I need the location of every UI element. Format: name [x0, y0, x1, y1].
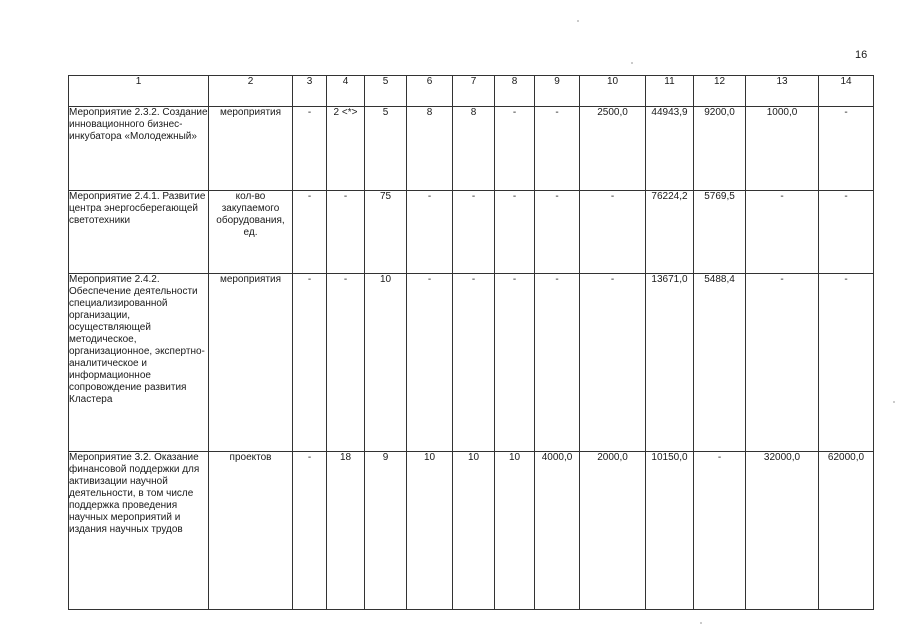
value-cell: 2500,0 [580, 107, 646, 191]
value-cell: 44943,9 [646, 107, 694, 191]
value-cell: - [327, 274, 365, 452]
unit-cell: кол-во закупаемого оборудования, ед. [209, 191, 293, 274]
header-cell: 9 [535, 76, 580, 107]
value-cell: - [327, 191, 365, 274]
value-cell: - [535, 107, 580, 191]
value-cell: - [746, 191, 819, 274]
value-cell: 10 [495, 452, 535, 610]
unit-cell: мероприятия [209, 107, 293, 191]
value-cell: 2 <*> [327, 107, 365, 191]
header-cell: 13 [746, 76, 819, 107]
table-row [69, 274, 874, 452]
value-cell: 62000,0 [819, 452, 874, 610]
value-cell: - [535, 274, 580, 452]
value-cell: - [746, 274, 819, 452]
value-cell: 9 [365, 452, 407, 610]
header-cell: 14 [819, 76, 874, 107]
value-cell: 10 [453, 452, 495, 610]
table-row [69, 107, 874, 191]
header-cell: 8 [495, 76, 535, 107]
value-cell: - [580, 274, 646, 452]
header-cell: 11 [646, 76, 694, 107]
unit-cell: мероприятия [209, 274, 293, 452]
value-cell: 76224,2 [646, 191, 694, 274]
value-cell: - [580, 191, 646, 274]
value-cell: - [293, 191, 327, 274]
value-cell: - [535, 191, 580, 274]
value-cell: 5769,5 [694, 191, 746, 274]
header-cell: 4 [327, 76, 365, 107]
value-cell: 8 [407, 107, 453, 191]
value-cell: - [407, 274, 453, 452]
header-cell: 2 [209, 76, 293, 107]
value-cell: 4000,0 [535, 452, 580, 610]
value-cell: - [453, 274, 495, 452]
value-cell: - [293, 274, 327, 452]
value-cell: 10 [407, 452, 453, 610]
value-cell: - [819, 107, 874, 191]
activity-name: Мероприятие 2.3.2. Создание инновационного бизнес-инкубатора «Молодежный» [69, 107, 209, 191]
header-cell: 1 [69, 76, 209, 107]
value-cell: - [293, 107, 327, 191]
activity-name: Мероприятие 3.2. Оказание финансовой поддержки для активизации научной деятельности, в том числе поддержка проведения научных мероприятий и издания научных трудов [69, 452, 209, 610]
header-cell: 3 [293, 76, 327, 107]
header-cell: 5 [365, 76, 407, 107]
activity-name: Мероприятие 2.4.1. Развитие центра энергосберегающей светотехники [69, 191, 209, 274]
scan-speck [577, 20, 579, 22]
value-cell: 1000,0 [746, 107, 819, 191]
table-row [69, 191, 874, 274]
header-cell: 6 [407, 76, 453, 107]
scan-speck [700, 622, 702, 624]
value-cell: 8 [453, 107, 495, 191]
value-cell: 9200,0 [694, 107, 746, 191]
value-cell: - [819, 191, 874, 274]
activity-name: Мероприятие 2.4.2. Обеспечение деятельности специализированной организации, осуществляющей методическое, организационное, экспертно-аналитическое и информационное сопровождение развития Кластера [69, 274, 209, 452]
header-cell: 10 [580, 76, 646, 107]
value-cell: 5488,4 [694, 274, 746, 452]
scan-speck [893, 401, 895, 403]
scan-speck [631, 62, 633, 64]
header-cell: 7 [453, 76, 495, 107]
value-cell: 5 [365, 107, 407, 191]
header-cell: 12 [694, 76, 746, 107]
value-cell: - [495, 274, 535, 452]
value-cell: - [819, 274, 874, 452]
value-cell: - [495, 107, 535, 191]
value-cell: 10 [365, 274, 407, 452]
unit-cell: проектов [209, 452, 293, 610]
page-number: 16 [855, 49, 868, 61]
value-cell: - [694, 452, 746, 610]
value-cell: 32000,0 [746, 452, 819, 610]
value-cell: - [407, 191, 453, 274]
value-cell: 2000,0 [580, 452, 646, 610]
header-row [69, 76, 874, 107]
value-cell: - [495, 191, 535, 274]
value-cell: 75 [365, 191, 407, 274]
value-cell: - [293, 452, 327, 610]
value-cell: 10150,0 [646, 452, 694, 610]
value-cell: 13671,0 [646, 274, 694, 452]
value-cell: 18 [327, 452, 365, 610]
value-cell: - [453, 191, 495, 274]
data-table [68, 75, 874, 610]
table-row [69, 452, 874, 610]
